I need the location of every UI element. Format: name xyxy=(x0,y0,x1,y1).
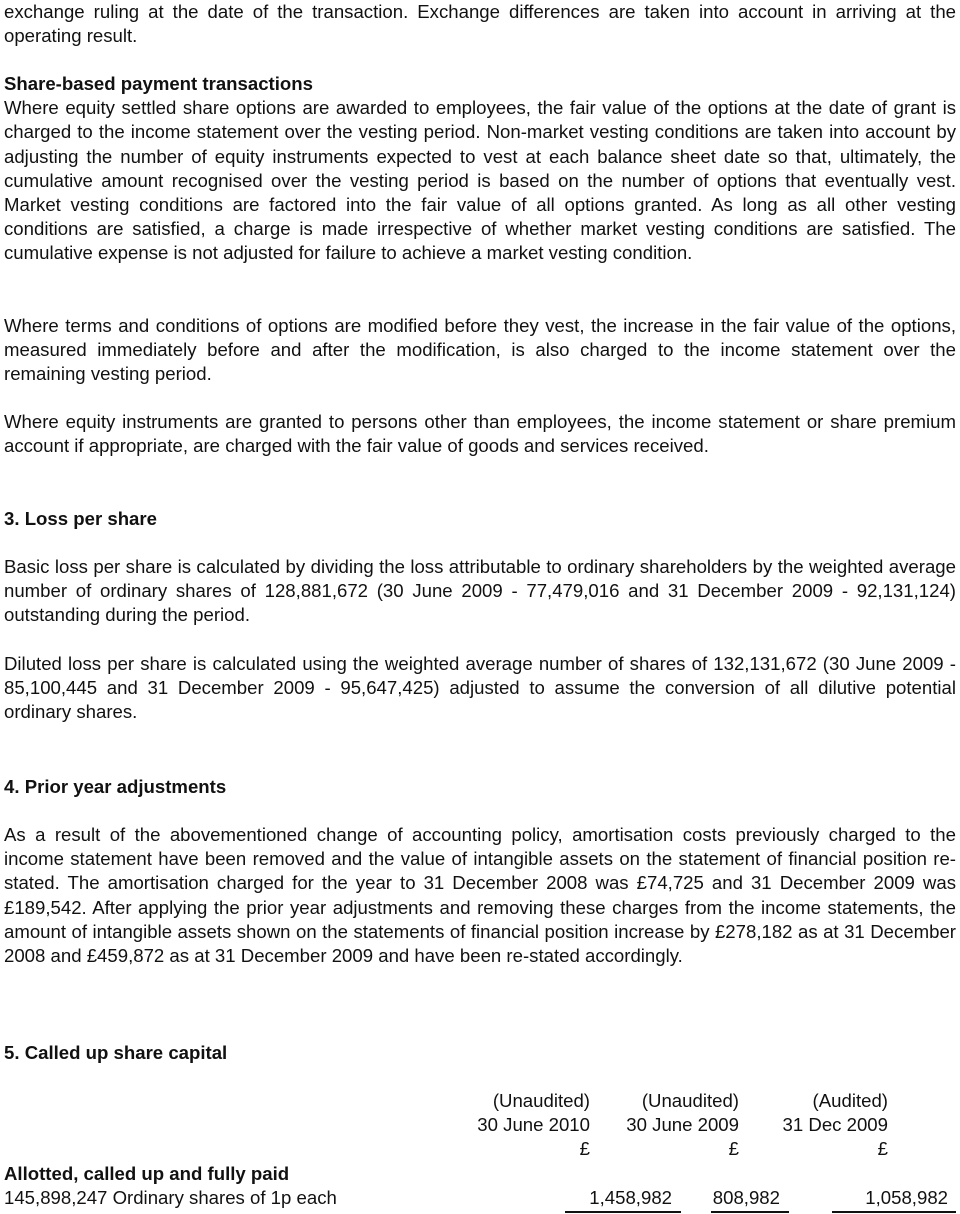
section-5-heading xyxy=(4,1041,227,1065)
prior-year-paragraph: As a result of the abovementioned change of accounting policy, amortisation costs previously charged to the income statement have been removed and the value of intangible assets on the statement of financial position re-stated. The amortisation charged for the year to 31 December 2008 was £74,725 and 31 December 2009 was £189,542. After applying the prior year adjustments and removing these charges from the income statements, the amount of intangible assets shown on the statements of financial position increase by £278,182 as at 31 December 2008 and £459,872 as at 31 December 2009 and have been re-stated accordingly. xyxy=(4,824,956,967)
column-header-date: 31 Dec 2009 xyxy=(782,1114,888,1135)
section-3-title: Loss per share xyxy=(24,508,157,529)
value-underline xyxy=(832,1211,956,1213)
share-based-payment-paragraph: Where equity settled share options are awarded to employees, the fair value of the options at the date of grant is charged to the income statement over the vesting period. Non-market vesting conditions are taken into account by adjusting the number of equity instruments expected to vest at each balance sheet date so that, ultimately, the cumulative amount recognised over the vesting period is based on the number of options that eventually vest. Market vesting conditions are factored into the fair value of all options granted. As long as all other vesting conditions are satisfied, a charge is made irrespective of whether market vesting conditions are satisfied. The cumulative expense is not adjusted for failure to achieve a market vesting condition. xyxy=(4,97,956,264)
basic-loss-paragraph: Basic loss per share is calculated by dividing the loss attributable to ordinary shareholders by the weighted average number of ordinary shares of 128,881,672 (30 June 2009 - 77,479,016 and 31 December 2009 - 92,131,124) outstanding during the period. xyxy=(4,556,956,626)
column-header-date: 30 June 2010 xyxy=(477,1114,590,1135)
section-3-heading xyxy=(4,507,157,531)
value-underline xyxy=(711,1211,789,1213)
equity-instruments-paragraph: Where equity instruments are granted to persons other than employees, the income statement or share premium account if appropriate, are charged with the fair value of goods and services received. xyxy=(4,411,956,457)
section-4-title: Prior year adjustments xyxy=(24,776,227,797)
column-header-date: 30 June 2009 xyxy=(626,1114,739,1135)
section-5-title: Called up share capital xyxy=(24,1042,228,1063)
column-header-currency: £ xyxy=(728,1138,739,1159)
table-row-label: 145,898,247 Ordinary shares of 1p each xyxy=(4,1187,337,1208)
option-modification-paragraph: Where terms and conditions of options are modified before they vest, the increase in the fair value of the options, measured immediately before and after the modification, is also charged to the income statement over the remaining vesting period. xyxy=(4,315,956,385)
column-header-currency: £ xyxy=(579,1138,590,1159)
column-header-status: (Unaudited) xyxy=(492,1090,590,1111)
diluted-loss-paragraph: Diluted loss per share is calculated using the weighted average number of shares of 132,131,672 (30 June 2009 - 85,100,445 and 31 December 2009 - 95,647,425) adjusted to assume the conversion of all dilutive potential ordinary shares. xyxy=(4,653,956,723)
section-3-number: 3. xyxy=(4,508,20,529)
column-header-status: (Unaudited) xyxy=(641,1090,739,1111)
section-4-heading xyxy=(4,775,226,799)
value-underline xyxy=(565,1211,681,1213)
section-5-number: 5. xyxy=(4,1042,20,1063)
table-cell-value: 808,982 xyxy=(712,1187,780,1208)
table-cell-value: 1,458,982 xyxy=(589,1187,672,1208)
table-cell-value: 1,058,982 xyxy=(865,1187,948,1208)
section-4-number: 4. xyxy=(4,776,20,797)
column-header-currency: £ xyxy=(877,1138,888,1159)
share-based-payment-heading: Share-based payment transactions xyxy=(4,73,313,94)
table-row-heading: Allotted, called up and fully paid xyxy=(4,1163,290,1184)
share-based-payment-section xyxy=(4,72,956,266)
intro-paragraph: exchange ruling at the date of the transaction. Exchange differences are taken into account in arriving at the operating result. xyxy=(4,1,956,47)
column-header-status: (Audited) xyxy=(812,1090,888,1111)
